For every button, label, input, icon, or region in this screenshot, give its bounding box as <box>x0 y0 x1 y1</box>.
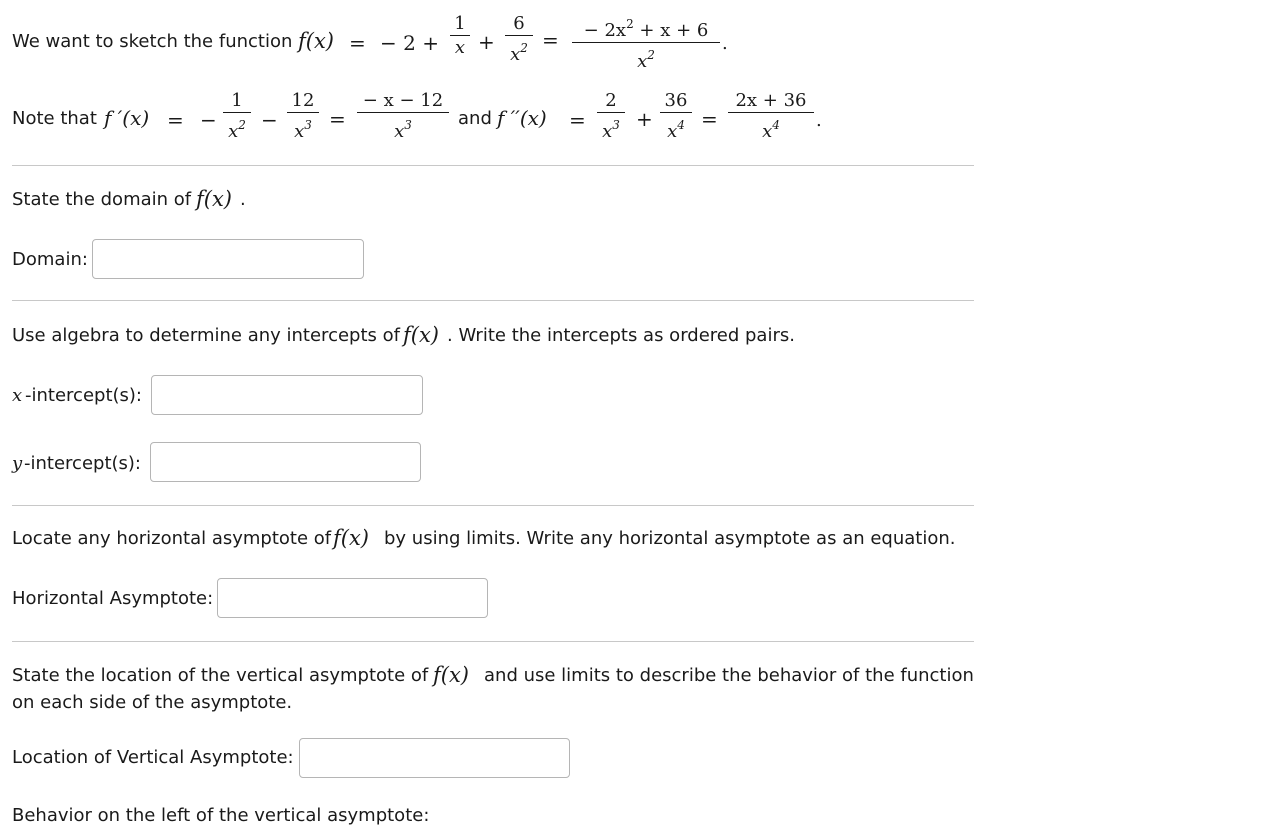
fraction-denominator: x <box>394 121 405 142</box>
fraction-denominator: x <box>602 121 613 142</box>
fraction-36-over-x4 <box>660 90 692 144</box>
fraction-numerator: 2x + 36 <box>735 90 807 111</box>
fx-symbol: f(x) <box>196 187 233 211</box>
plus-sign: + <box>478 30 495 54</box>
x-variable: x <box>12 385 23 406</box>
fraction-denominator: x <box>510 44 521 65</box>
fraction-1-over-x2 <box>223 90 251 144</box>
fraction-numerator: 6 <box>513 13 525 34</box>
horizontal-prompt: Locate any horizontal asymptote of <box>12 528 332 549</box>
fraction-denominator: x <box>294 121 305 142</box>
equals-sign: = <box>542 28 559 52</box>
note-text: Note that <box>12 108 97 129</box>
fx-symbol: f(x) <box>433 663 470 687</box>
divider <box>12 505 974 506</box>
equals-sign: = <box>569 108 586 132</box>
behavior-left-label: Behavior on the left of the vertical asymptote: <box>12 805 430 826</box>
fraction-6-over-x2 <box>505 13 533 67</box>
exponent: 4 <box>677 118 685 132</box>
period: . <box>816 110 822 131</box>
exponent: 2 <box>647 48 655 62</box>
exponent: 2 <box>238 118 246 132</box>
period: . <box>722 33 728 54</box>
x-intercept-input[interactable] <box>151 375 423 415</box>
f-prime-symbol: f ′(x) <box>104 106 150 130</box>
fraction-second-derivative <box>728 90 814 144</box>
fraction-numerator: 1 <box>231 90 243 111</box>
equals-sign: = <box>167 108 184 132</box>
vertical-location-input[interactable] <box>299 738 570 778</box>
minus-two: − 2 + <box>380 31 439 55</box>
equals-sign: = <box>701 107 718 131</box>
fraction-first-derivative <box>357 90 449 144</box>
fraction-combined <box>572 13 720 74</box>
fx-symbol: f(x) <box>298 29 335 53</box>
period: . <box>240 189 246 210</box>
fx-symbol: f(x) <box>333 526 370 550</box>
domain-input[interactable] <box>92 239 364 279</box>
fraction-denominator: x <box>228 121 239 142</box>
y-variable: y <box>12 453 23 474</box>
fx-symbol: f(x) <box>403 323 440 347</box>
equals-sign: = <box>329 107 346 131</box>
vertical-prompt-end: on each side of the asymptote. <box>12 692 293 713</box>
divider <box>12 641 974 642</box>
exponent: 3 <box>612 118 620 132</box>
fraction-1-over-x <box>450 13 470 60</box>
vertical-prompt-mid: and use limits to describe the behavior of the function <box>484 665 974 686</box>
intercepts-prompt: Use algebra to determine any intercepts of <box>12 325 400 346</box>
divider <box>12 165 974 166</box>
y-intercept-label: -intercept(s): <box>24 453 141 474</box>
equals-sign: = <box>349 31 366 55</box>
exponent: 3 <box>404 118 412 132</box>
fraction-denominator: x <box>667 121 678 142</box>
exponent: 2 <box>626 17 634 31</box>
fraction-numerator: 1 <box>454 13 466 34</box>
plus-sign: + <box>636 107 653 131</box>
and-text: and <box>458 108 492 129</box>
domain-prompt: State the domain of <box>12 189 192 210</box>
fraction-numerator-rest: + x + 6 <box>633 20 709 41</box>
horizontal-prompt-end: by using limits. Write any horizontal asymptote as an equation. <box>384 528 956 549</box>
exponent: 4 <box>772 118 780 132</box>
domain-label: Domain: <box>12 249 88 270</box>
fraction-numerator: 36 <box>664 90 688 111</box>
fraction-numerator: − 2x <box>583 20 627 41</box>
fraction-2-over-x3 <box>597 90 625 144</box>
vertical-location-label: Location of Vertical Asymptote: <box>12 747 294 768</box>
fraction-12-over-x3 <box>287 90 319 144</box>
fraction-denominator: x <box>454 37 466 58</box>
minus-sign: − <box>261 108 278 132</box>
fraction-numerator: − x − 12 <box>362 90 444 111</box>
divider <box>12 300 974 301</box>
fraction-numerator: 2 <box>605 90 617 111</box>
intercepts-prompt-end: . Write the intercepts as ordered pairs. <box>447 325 795 346</box>
fraction-denominator: x <box>637 51 648 72</box>
intro-text: We want to sketch the function <box>12 31 293 52</box>
minus-sign: − <box>200 108 217 132</box>
horizontal-asymptote-input[interactable] <box>217 578 488 618</box>
y-intercept-input[interactable] <box>150 442 421 482</box>
horizontal-asymptote-label: Horizontal Asymptote: <box>12 588 214 609</box>
fraction-numerator: 12 <box>291 90 315 111</box>
x-intercept-label: -intercept(s): <box>25 385 142 406</box>
f-double-prime-symbol: f ′′(x) <box>497 106 547 130</box>
exponent: 2 <box>520 41 528 55</box>
exponent: 3 <box>304 118 312 132</box>
vertical-prompt: State the location of the vertical asymptote of <box>12 665 429 686</box>
fraction-denominator: x <box>762 121 773 142</box>
